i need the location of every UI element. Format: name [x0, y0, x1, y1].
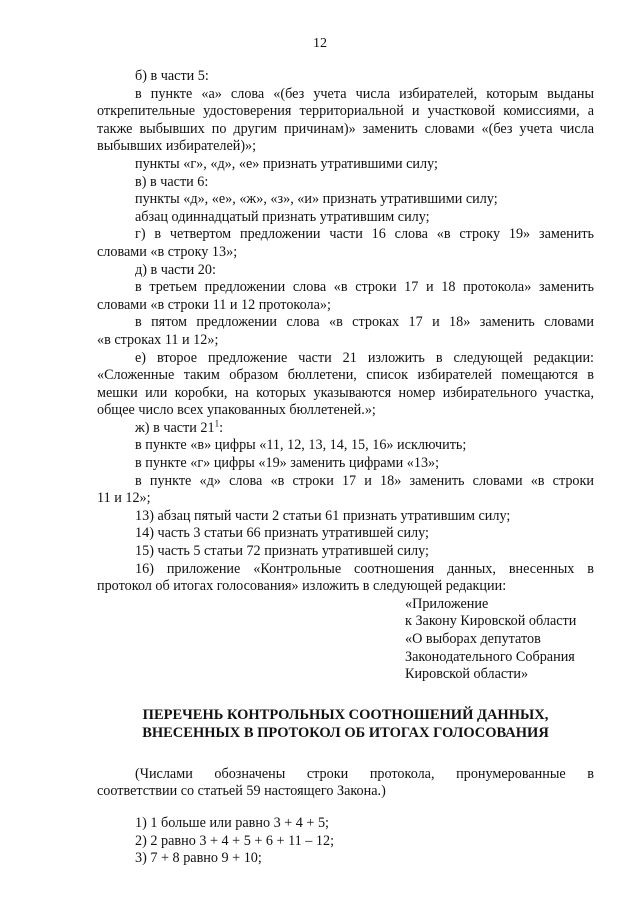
paragraph-line: открепительные удостоверения территориальной и участковой комиссиями, а — [97, 103, 594, 120]
heading-line: ПЕРЕЧЕНЬ КОНТРОЛЬНЫХ СООТНОШЕНИЙ ДАННЫХ, — [142, 706, 549, 723]
paragraph-line: «Сложенные таким образом бюллетени, список избирателей помещаются в — [97, 367, 594, 384]
paragraph-text: : — [219, 419, 224, 436]
paragraph-line: е) второе предложение части 21 изложить в следующей редакции: — [135, 349, 594, 366]
paragraph-line: 13) абзац пятый части 2 статьи 61 признать утратившим силу; — [135, 507, 511, 524]
paragraph-line: в третьем предложении слова «в строки 17 и 18 протокола» заменить — [135, 279, 594, 296]
paragraph-line: общее число всех упакованных бюллетеней.»; — [97, 402, 376, 419]
note-line: (Числами обозначены строки протокола, пронумерованные в — [135, 765, 594, 782]
paragraph-line: 11 и 12»; — [97, 490, 151, 507]
annex-line: к Закону Кировской области — [405, 613, 577, 630]
annex-line: Законодательного Собрания — [405, 648, 575, 665]
list-item: 3) 7 + 8 равно 9 + 10; — [135, 850, 262, 867]
paragraph-line: 14) часть 3 статьи 66 признать утратившей силу; — [135, 525, 429, 542]
paragraph-line: мешки или коробки, на которых указываются номер избирательного участка, — [97, 384, 594, 401]
annex-line: «Приложение — [405, 595, 489, 612]
list-item: 1) 1 больше или равно 3 + 4 + 5; — [135, 814, 329, 831]
paragraph-line: г) в четвертом предложении части 16 слова «в строку 19» заменить — [135, 226, 594, 243]
paragraph-line: в пункте «г» цифры «19» заменить цифрами «13»; — [135, 455, 440, 472]
list-item: 2) 2 равно 3 + 4 + 5 + 6 + 11 – 12; — [135, 832, 335, 849]
document-body — [97, 68, 594, 868]
note-line: соответствии со статьей 59 настоящего Закона.) — [97, 783, 386, 800]
heading-line: ВНЕСЕННЫХ В ПРОТОКОЛ ОБ ИТОГАХ ГОЛОСОВАНИЯ — [142, 724, 549, 741]
paragraph-line: 15) часть 5 статьи 72 признать утратившей силу; — [135, 543, 429, 560]
paragraph-line: «в строках 11 и 12»; — [97, 331, 219, 348]
paragraph-line — [97, 420, 594, 438]
paragraph-line: выбывших избирателей)»; — [97, 138, 257, 155]
superscript: 1 — [214, 418, 220, 429]
paragraph-line: 16) приложение «Контрольные соотношения данных, внесенных в — [135, 560, 594, 577]
paragraph-line: в) в части 6: — [135, 173, 209, 190]
paragraph-line: в пункте «д» слова «в строки 17 и 18» заменить словами «в строки — [135, 472, 594, 489]
paragraph-line: словами «в строку 13»; — [97, 243, 238, 260]
paragraph-text: ж) в части 21 — [135, 419, 215, 436]
paragraph-line: в пункте «а» слова «(без учета числа избирателей, которым выданы — [135, 85, 594, 102]
paragraph-line: протокол об итогах голосования» изложить в следующей редакции: — [97, 578, 507, 595]
paragraph-line: в пункте «в» цифры «11, 12, 13, 14, 15, 16» исключить; — [135, 437, 467, 454]
section-heading — [97, 706, 594, 742]
annex-line: Кировской области» — [405, 666, 529, 683]
paragraph-line: б) в части 5: — [135, 68, 209, 84]
paragraph-line: также выбывших по другим причинам)» заменить словами «(без учета числа — [97, 120, 594, 137]
paragraph-line: в пятом предложении слова «в строках 17 и 18» заменить словами — [135, 314, 594, 331]
page-number: 12 — [313, 36, 327, 51]
paragraph-line: пункты «д», «е», «ж», «з», «и» признать утратившими силу; — [135, 191, 498, 208]
annex-line: «О выборах депутатов — [405, 631, 541, 647]
paragraph-line: абзац одиннадцатый признать утратившим силу; — [135, 208, 430, 225]
paragraph-line: д) в части 20: — [135, 261, 216, 278]
paragraph-line: пункты «г», «д», «е» признать утратившими силу; — [135, 155, 438, 172]
paragraph-line: словами «в строки 11 и 12 протокола»; — [97, 296, 331, 313]
